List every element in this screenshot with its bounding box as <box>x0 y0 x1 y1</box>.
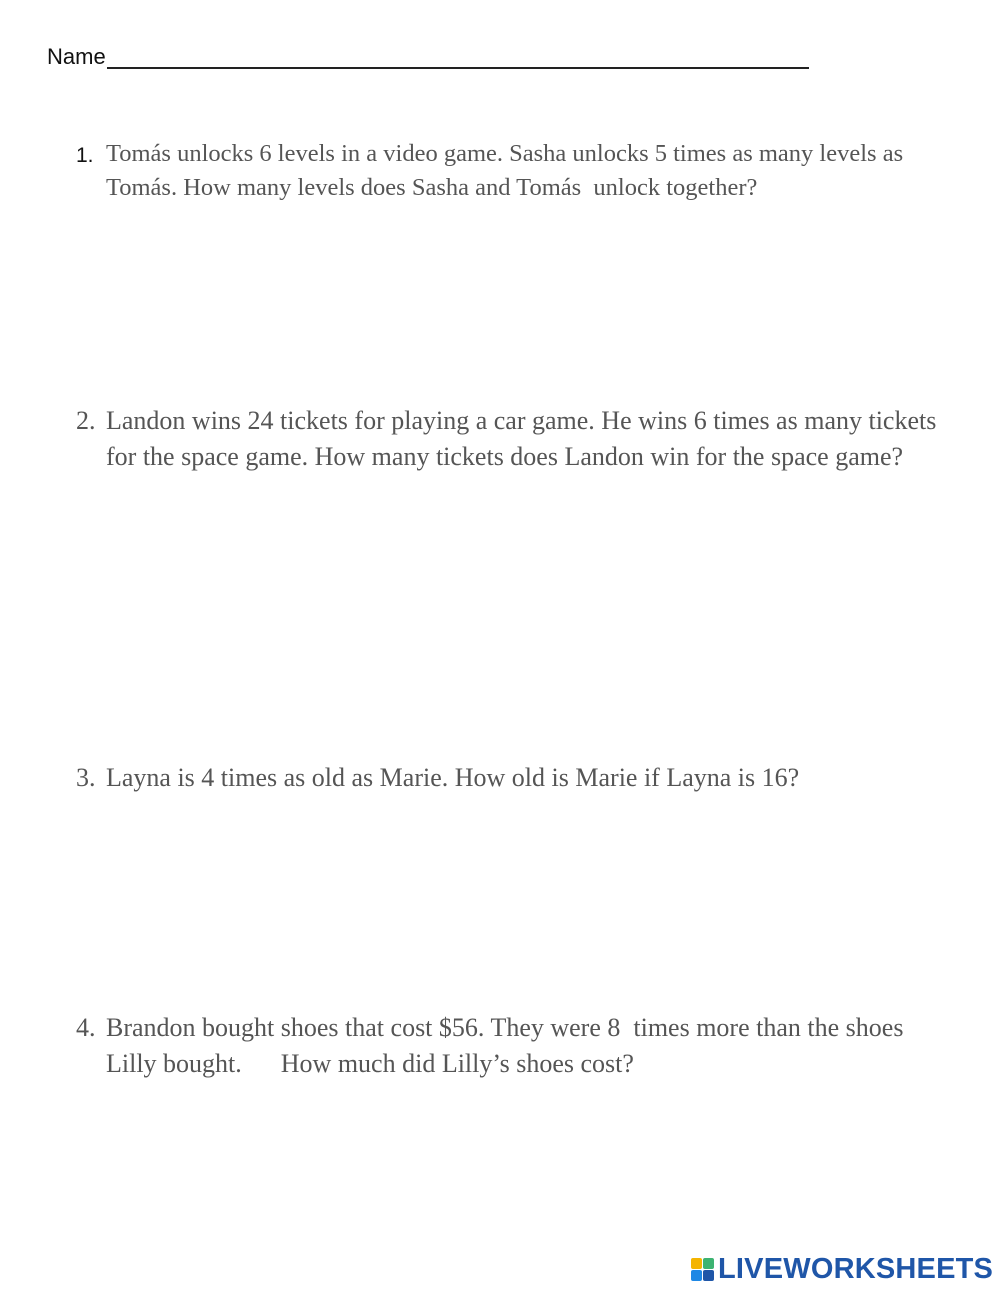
question-number: 3. <box>76 763 96 792</box>
logo-square-icon <box>703 1258 714 1269</box>
name-blank-line <box>107 45 809 69</box>
question-number: 2. <box>76 406 96 435</box>
name-label: Name <box>47 44 106 69</box>
question-number: 1. <box>76 144 94 167</box>
liveworksheets-logo <box>691 1252 993 1286</box>
question-number: 4. <box>76 1013 96 1042</box>
logo-square-icon <box>691 1270 702 1281</box>
logo-square-icon <box>703 1270 714 1281</box>
question-text: Layna is 4 times as old as Marie. How old is Marie if Layna is 16? <box>106 763 800 792</box>
question-text: Brandon bought shoes that cost $56. They were 8 times more than the shoes Lilly bought. How much did Lilly’s shoes cost? <box>106 1013 910 1078</box>
logo-square-icon <box>691 1258 702 1269</box>
logo-text: LIVEWORKSHEETS <box>718 1252 994 1285</box>
liveworksheets-logo-icon <box>691 1258 714 1281</box>
question-4 <box>76 1010 956 1082</box>
question-3 <box>76 760 956 796</box>
question-text: Landon wins 24 tickets for playing a car game. He wins 6 times as many tickets for the space game. How many tickets does Landon win for the space game? <box>106 406 943 471</box>
name-field <box>47 44 809 70</box>
question-text: Tomás unlocks 6 levels in a video game. Sasha unlocks 5 times as many levels as Tomás. How many levels does Sasha and Tomás unlock together? <box>106 140 909 201</box>
question-2 <box>76 403 956 475</box>
question-1 <box>76 137 956 205</box>
